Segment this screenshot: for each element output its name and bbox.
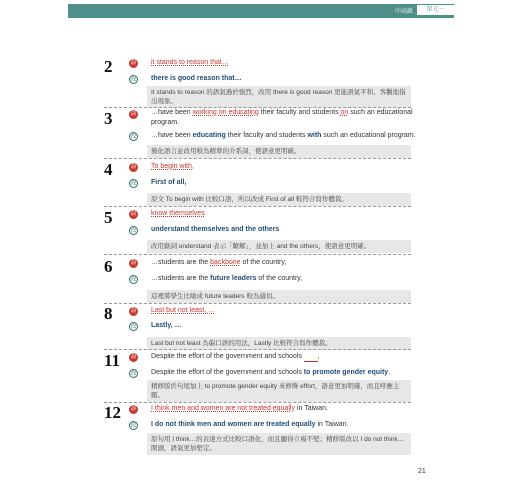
explanation-note: 原文 To begin with 比較口語，所以改成 First of all 較符合寫作體裁。 (147, 193, 411, 206)
text-segment: , (317, 353, 320, 360)
text-segment: their faculty and students (258, 109, 341, 116)
correct-line (151, 74, 411, 84)
divider (104, 349, 411, 350)
error-highlight: I think men and women are not treated equally (151, 405, 295, 412)
text-segment: , (388, 369, 391, 376)
text-segment: Despite the effort of the government and schools (151, 353, 304, 360)
divider (104, 402, 411, 403)
item-number: 3 (104, 109, 113, 128)
error-badge: 誤 (130, 308, 137, 314)
error-line (151, 352, 411, 362)
text-segment: their faculty and students (225, 132, 308, 139)
text-segment: of the country, (240, 259, 287, 266)
explanation-note: 改用動詞 understand 表示「瞭解」，並加上 and the others，使語意更明確。 (147, 240, 411, 253)
error-text: To begin with, (151, 163, 194, 170)
error-line (151, 58, 411, 68)
correct-highlight: with (307, 132, 322, 139)
divider (104, 254, 411, 255)
item-number: 5 (104, 208, 113, 227)
page-number: 21 (418, 468, 426, 475)
text-segment: …have been (151, 109, 193, 116)
item-number: 4 (104, 160, 113, 179)
text-segment: …students are the (151, 259, 211, 266)
error-line (151, 404, 411, 414)
item-number: 11 (104, 351, 121, 370)
correct-badge: 改 (130, 77, 137, 83)
text-segment: Despite the effort of the government and schools (151, 369, 304, 376)
unit-label: 單元一 (417, 5, 454, 15)
text-segment: such an educational program. (151, 109, 413, 126)
text-segment: …students are the (151, 275, 211, 282)
text-segment: in Taiwan. (294, 405, 328, 412)
correct-text: understand themselves and the others (151, 226, 280, 233)
text-segment: …have been (151, 132, 193, 139)
text-segment: of the country, (256, 275, 303, 282)
correct-highlight: I do not think men and women are treated equally (151, 421, 316, 428)
correct-highlight: future leaders (210, 275, 257, 282)
error-highlight: on (340, 109, 349, 116)
text-segment: in Taiwan. (315, 421, 349, 428)
error-text: know themselves (151, 210, 205, 217)
divider (104, 303, 411, 304)
error-badge: 誤 (130, 60, 137, 66)
divider (104, 206, 411, 207)
error-badge: 誤 (130, 406, 137, 412)
item-number: 6 (104, 257, 113, 276)
correct-text: First of all, (151, 179, 187, 186)
level-label: 中高級 (395, 9, 414, 15)
correct-line (151, 274, 411, 284)
correct-line (151, 368, 411, 378)
correct-badge: 改 (130, 423, 137, 429)
error-highlight: working on educating (192, 109, 259, 116)
item-number: 12 (104, 403, 121, 422)
error-badge: 誤 (130, 354, 137, 360)
error-badge: 誤 (130, 260, 137, 266)
error-highlight: backbone (210, 259, 241, 266)
error-line (151, 108, 413, 128)
explanation-note: Last but not least 為偏口語的用法，Lastly 比較符合寫作體裁。 (147, 337, 411, 350)
explanation-note: 原句用 I think…的表達方式比較口語化，而且顯得立場不堅；精修版改以 I do not think…開頭，語氣更加堅定。 (147, 433, 411, 455)
error-badge: 誤 (130, 211, 137, 217)
error-badge: 誤 (130, 111, 137, 117)
explanation-note: 這裡將學生比喻成 future leaders 較為適切。 (147, 290, 411, 303)
correct-line (151, 420, 411, 430)
error-line (151, 162, 411, 172)
correct-line (151, 131, 416, 141)
explanation-note: 精修版於句尾加上 to promote gender equity 來修飾 effort，語意更加明確，而且呼應主題。 (147, 380, 411, 402)
correct-badge: 改 (130, 277, 137, 283)
correct-highlight: educating (192, 132, 226, 139)
error-line (151, 306, 411, 316)
correct-badge: 改 (130, 371, 137, 377)
error-text: it stands to reason that… (151, 59, 229, 66)
correct-line (151, 321, 411, 331)
error-badge: 誤 (130, 164, 137, 170)
item-number: 2 (104, 57, 113, 76)
divider (104, 158, 411, 159)
item-number: 8 (104, 304, 113, 323)
correct-highlight: to promote gender equity (303, 369, 389, 376)
text-segment: such an educational program. (321, 132, 416, 139)
error-text: Last but not least, … (151, 307, 216, 314)
blank-placeholder (304, 353, 318, 362)
correct-badge: 改 (130, 324, 137, 330)
correct-text: there is good reason that… (151, 75, 242, 82)
correct-badge: 改 (130, 228, 137, 234)
error-line (151, 258, 411, 268)
correct-line (151, 225, 411, 235)
correct-badge: 改 (130, 134, 137, 140)
explanation-note: It stands to reason 的語氣過於強烈，改用 there is good reason 更能語氣平和、客觀地指出現象。 (147, 86, 411, 108)
correct-text: Lastly, … (151, 322, 182, 329)
correct-line (151, 178, 411, 188)
correct-badge: 改 (130, 181, 137, 187)
explanation-note: 簡化語言並改用較為精準的介系詞，使語意更明確。 (147, 145, 411, 158)
error-line (151, 209, 411, 219)
